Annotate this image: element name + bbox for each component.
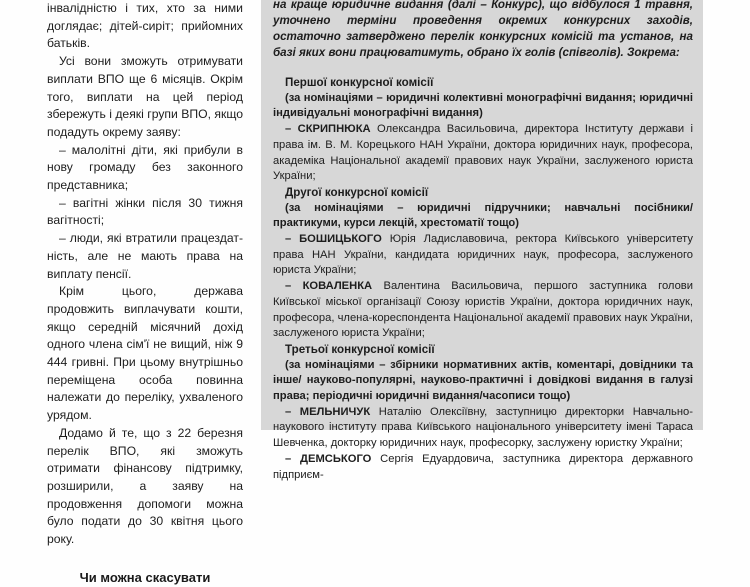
commission-section-3: [273, 342, 693, 483]
member-details: Наталію Олексіївну, заступницю директорки Навчально-наукового інституту права Київського національного університету імені Тараса Шевченка, докторку юридичних наук, професорку, заслужену юристку України;: [273, 405, 693, 450]
commission-title: Третьої конкурсної комісії: [285, 342, 435, 356]
member-name: – ДЕМСЬКОГО: [285, 452, 372, 465]
paragraph: – люди, які втратили працездатність, але не мають права на виплату пенсії.: [47, 231, 243, 281]
paragraph: – вагітні жінки після 30 тижня вагітності;: [47, 195, 243, 228]
member-details: Сергія Едуардовича, заступника директора державного підприєм-: [273, 452, 693, 481]
left-article-column: [47, 0, 243, 587]
commission-member: [273, 405, 693, 452]
lead-paragraph: на краще юридичне видання (далі – Конкурс), що відбулося 1 травня, уточнено терміни проведення окремих конкурсних заходів, остаточно затверджено перелік конкурсних комісій та установ, на базі яких вони працюватимуть, обрано їх голів (співголів). Зокрема:: [273, 0, 693, 59]
member-name: – БОШИЦЬКОГО: [285, 233, 382, 246]
paragraph: інвалідністю і тих, хто за ними доглядає; дітей-сиріт; прийомних батьків.: [47, 1, 243, 51]
commission-section-2: [273, 185, 693, 342]
paragraph: – малолітні діти, які прибули в нову громаду без законного представника;: [47, 142, 243, 193]
commission-member: [273, 452, 693, 483]
commission-nominations: (за номінаціями – юридичні підручники; навчальні посібники/практикуми, курси лекцій, хрестоматії тощо): [273, 201, 693, 230]
member-name: – СКРИПНЮКА: [285, 123, 371, 136]
commission-member: [273, 122, 693, 185]
paragraph: Додамо й те, що з 22 березня перелік ВПО, які зможуть отримати фінансову підтримку, розширили, а заяву на продовження допомоги можна було подати до 30 квітня цього року.: [47, 425, 243, 547]
paragraph: Усі вони зможуть отримувати виплати ВПО ще 6 місяців. Окрім того, виплати на цей період збережуть і деякі групи ВПО, якщо подадуть окрему заяву:: [47, 54, 243, 139]
paragraph: Крім цього, держава продовжить виплачувати кошти, якщо середній місячний дохід одного члена сім'ї не вищий, ніж 9 444 гривні. При цьому внутрішньо переміщена особа повинна належати до переліку, ухваленого урядом.: [47, 284, 243, 423]
member-details: Олександра Васильовича, директора Інституту держави і права ім. В. М. Корецького НАН України, доктора юридичних наук, професора, академіка Національної академії правових наук України, заслуженого юриста України;: [273, 123, 693, 183]
commission-nominations: (за номінаціями – збірники нормативних актів, коментарі, довідники та інше/ науково-популярні, науково-практичні і довідкові видання в галузі права; періодичні юридичні видання/часописи тощо): [273, 358, 693, 403]
section-heading: Чи можна скасувати: [79, 569, 211, 585]
member-details: Валентина Васильовича, першого заступника голови Київської міської організації Союзу юристів України, доктора юридичних наук, професора, члена-кореспондента Національної академії правових наук України, заслуженого юриста України;: [273, 280, 693, 340]
member-details: Юрія Ладиславовича, ректора Київського університету права НАН України, кандидата юридичних наук, професора, заслуженого юриста України;: [273, 233, 694, 277]
member-name: – КОВАЛЕНКА: [285, 280, 373, 293]
commission-title: Першої конкурсної комісії: [285, 76, 434, 89]
commission-section-1: [273, 75, 693, 185]
commission-member: [273, 232, 693, 279]
commission-member: [273, 279, 693, 342]
commission-nominations: (за номінаціями – юридичні колективні монографічні видання; юридичні індивідуальні монографічні видання): [273, 91, 693, 120]
announcement-box: [261, 0, 703, 481]
member-name: – МЕЛЬНИЧУК: [285, 405, 371, 418]
commission-title: Другої конкурсної комісії: [285, 185, 429, 199]
